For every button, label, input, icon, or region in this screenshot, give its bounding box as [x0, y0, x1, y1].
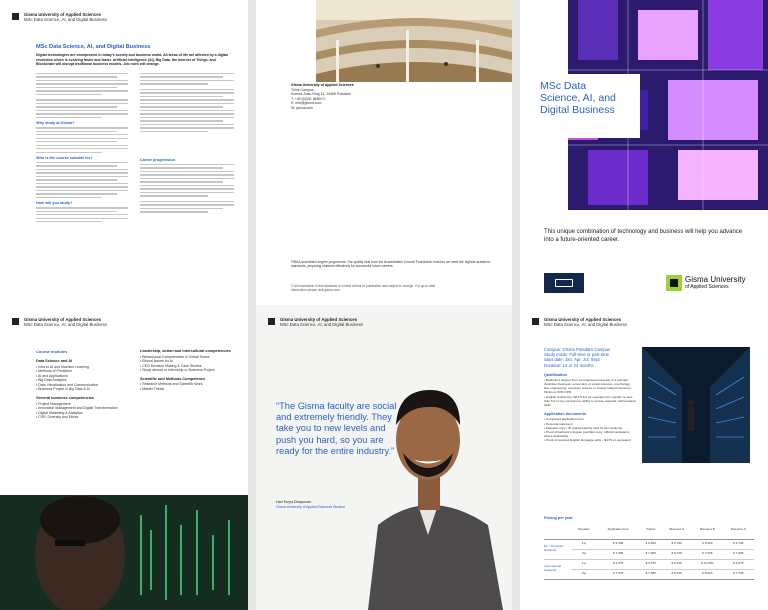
body-text	[140, 73, 234, 85]
cover-title-box	[532, 74, 640, 138]
fee-cell: € 7,905	[612, 551, 624, 556]
header-program: MSc Data Science, AI, and Digital Business	[544, 322, 627, 327]
table-row	[544, 559, 754, 569]
student-portrait-photo	[348, 335, 512, 610]
fee-cell: € 7,850	[645, 571, 656, 576]
body-text	[140, 201, 234, 213]
server-room-photo	[642, 347, 750, 463]
duration-cell: 2yr	[581, 571, 587, 576]
table-header-row	[544, 521, 754, 539]
gisma-logo-icon	[666, 275, 682, 291]
body-text	[36, 73, 128, 95]
campus-atrium-photo	[316, 0, 512, 82]
list-item: • Ethical Issues for AI	[140, 359, 173, 364]
page-header	[12, 317, 107, 327]
page-header	[268, 317, 363, 327]
gisma-logo	[666, 275, 745, 291]
heading-general: General business competencies	[36, 396, 95, 401]
heading-dsai: Data Science and AI	[36, 359, 73, 363]
student-name: Hari Surya Divayuvan	[276, 500, 311, 504]
cover-title-line-3: Digital Business	[540, 104, 615, 116]
fee-cell: € 9,795	[733, 541, 744, 546]
career-column	[140, 158, 234, 213]
fee-cell: € 8,075	[671, 551, 682, 556]
contact-email[interactable]: E: info@gisma.com	[291, 101, 322, 106]
footnote: © All information in this factsheet is correct at time of publication and subject to change. For up-to-date information please visit gisma.com	[291, 284, 436, 293]
cover-title-line-2: Science, AI, and	[540, 92, 616, 104]
list-item: • Master Thesis	[140, 386, 165, 391]
list-item: • Data Visualisation and Communication	[36, 382, 99, 387]
list-item: • Proof of bachelor's degree (certified copy; official translations where applicable)	[544, 429, 630, 438]
fact-study-mode: Study mode: Full-time or part-time	[544, 352, 609, 358]
list-item: • Study abroad or Internship or Business Project	[140, 368, 215, 373]
table-header-cell: Discount A	[669, 526, 685, 531]
badge-icon	[555, 279, 573, 287]
list-item: • Personal statement	[544, 421, 573, 426]
list-item: • Innovation Management and Digital Transformation	[36, 406, 118, 411]
cover-title-line-1: MSc Data	[540, 80, 587, 92]
fee-cell: € 9,620	[671, 561, 682, 566]
logo-mark-icon	[12, 13, 19, 20]
heading-career: Career progression	[140, 158, 176, 162]
list-item: • Project Management	[36, 401, 71, 406]
fee-cell: € 8,023	[702, 571, 713, 576]
header-program: MSc Data Science, AI, and Digital Business	[24, 322, 107, 327]
fee-cell: € 9,900	[702, 541, 713, 546]
fee-cell: € 9,575	[612, 561, 624, 566]
page-header	[12, 12, 107, 22]
fee-cell: € 9,790	[671, 541, 682, 546]
fee-cell: € 7,675	[612, 571, 624, 576]
heading-leadership: Leadership, action and intercultural competencies	[140, 349, 231, 353]
heading-documents: Application documents	[544, 412, 586, 417]
page-5	[256, 305, 512, 610]
page-title: MSc Data Science, AI, and Digital Business	[36, 44, 151, 50]
fact-duration: Duration: 12 or 24 months	[544, 362, 594, 368]
group-label: EU / Domestic Students	[544, 544, 564, 552]
heading-who: Who is the course suitable for?	[36, 155, 93, 160]
accreditation-note: FIBAA accredited degree programme: Our quality seal from the Accreditation Council Foundation ensures we meet the highest academic standards, preparing students effectively for successful future careers.	[291, 260, 491, 269]
modules-right	[140, 349, 244, 392]
fee-cell: € 9,575	[733, 561, 744, 566]
fees-table	[544, 521, 754, 580]
list-item: • CSR, Diversity and Ethics	[36, 415, 79, 420]
duration-cell: 2yr	[581, 551, 587, 556]
list-item: • English proficiency: IELTS 6.5 (or equivalent) in overall, no less than 6.0 in any component. Ability to pursue required mathematical skills.	[544, 395, 636, 408]
table-row	[544, 539, 754, 549]
group-label: International Students	[544, 564, 562, 572]
header-university: Gisma University of Applied Sciences	[544, 317, 621, 322]
header-university: Gisma University of Applied Sciences	[24, 12, 101, 17]
logo-mark-icon	[12, 318, 19, 325]
page-6	[520, 305, 768, 610]
testimonial-quote: “The Gisma faculty are social and extremely friendly. They take you to new levels and push you hard, so you are ready for the entire industry.”	[276, 401, 397, 456]
documents-list	[544, 417, 636, 442]
list-item: • Behavioural Competencies in Virtual Teams	[140, 354, 210, 359]
student-laptop-photo	[0, 495, 248, 610]
cover-tagline: This unique combination of technology and business will help you advance into a future-oriented career.	[544, 229, 743, 243]
contact-block	[291, 83, 381, 111]
list-item: • CEO Decision Making & Case Studies	[140, 363, 202, 368]
fee-cell: € 9,575	[645, 561, 656, 566]
fee-cell: € 7,935	[702, 551, 713, 556]
list-item: • Research Methods and Scientific Work	[140, 382, 203, 387]
logo-line-1: Gisma University	[685, 275, 746, 284]
contact-web[interactable]: W: gisma.com	[291, 105, 314, 110]
table-header-cell: Discount C	[730, 526, 746, 531]
contact-street: Konrad-Zuse-Ring 11, 14469 Potsdam	[291, 92, 351, 97]
fact-campus: Campus: Gisma Potsdam Campus	[544, 347, 611, 352]
body-text	[36, 127, 128, 153]
fee-cell: € 8,445	[671, 571, 682, 576]
fee-cell: € 9,500	[645, 541, 656, 546]
page-2	[256, 0, 512, 305]
intro-lead: Digital technologies are omnipresent in today's society and business world. All areas of life are affected by a digital revolution which is evolving faster and faster. Artificial Intelligence (AI), Big Data, the Internet of Things, and Blockchain will disrupt traditional business models. Job roles will change.	[36, 53, 228, 67]
general-list	[36, 402, 136, 420]
dsai-list	[36, 365, 136, 393]
list-item: • Intro to AI and Machine Learning	[36, 364, 89, 369]
student-role: Gisma University of Applied Sciences Student	[276, 505, 345, 509]
page-1	[0, 0, 248, 305]
qualification-list	[544, 378, 636, 408]
list-item: • Big Data Analytics	[36, 378, 67, 383]
logo-line-2: of Applied Sciences	[685, 284, 729, 290]
header-university: Gisma University of Applied Sciences	[280, 317, 357, 322]
list-item: • AI and Applications	[36, 373, 68, 378]
list-item: • Business Project in Big Data & AI	[36, 387, 90, 392]
logo-mark-icon	[532, 318, 539, 325]
contact-phone: T: +49 (0)331 86820 0	[291, 96, 326, 101]
fee-cell: € 7,796	[733, 571, 744, 576]
modules-left	[36, 359, 136, 420]
list-item: • Bachelor's degree from a recognised university in a relevant discipline (business, economics or social sciences, psychology, law, engineering, computer science or closely related sciences). Minimum 50% CPR.	[544, 377, 632, 395]
leadership-list	[140, 355, 244, 373]
list-item: • Completed application form	[544, 417, 584, 422]
table-row	[544, 549, 754, 559]
table-header-cell: Tuition	[646, 526, 656, 531]
page-4	[0, 305, 248, 610]
page-3-cover	[520, 0, 768, 305]
fee-cell: € 9,500	[612, 541, 624, 546]
key-facts	[544, 347, 636, 442]
header-program: MSc Data Science, AI, and Digital Business	[280, 322, 363, 327]
body-text	[140, 164, 234, 197]
logo-mark-icon	[268, 318, 275, 325]
body-text	[36, 207, 128, 222]
page-header	[532, 317, 627, 327]
heading-fees: Pricing per year	[544, 516, 573, 520]
list-item: • Proof of required English language skills - IELTS or equivalent	[544, 437, 631, 442]
body-text	[36, 162, 128, 198]
fee-cell: € 7,905	[645, 551, 656, 556]
fact-start-date: Start date: Jan, Apr, Jul, Sept	[544, 357, 600, 363]
contact-campus: Think Campus	[291, 87, 314, 92]
accreditation-badge	[544, 273, 584, 293]
duration-cell: 1yr	[581, 561, 587, 566]
heading-modules: Course modules	[36, 349, 68, 354]
scientific-list	[140, 382, 244, 391]
list-item: • Passport copy / ID (partial identity card for EU students)	[544, 425, 623, 430]
header-university: Gisma University of Applied Sciences	[24, 317, 101, 322]
fee-cell: € 10,950	[701, 561, 714, 566]
fee-cell: € 7,905	[733, 551, 744, 556]
list-item: • Methods of Prediction	[36, 369, 73, 374]
table-row	[544, 569, 754, 579]
heading-why: Why study at Gisma?	[36, 121, 75, 126]
table-header-cell: Discount B	[699, 526, 715, 531]
contact-name: Gisma University of Applied Sciences	[291, 83, 354, 87]
heading-qualification: Qualification	[544, 372, 567, 377]
body-text	[140, 89, 234, 132]
table-header-cell: Application Fee	[607, 526, 629, 531]
duration-cell: 1yr	[581, 541, 587, 546]
list-item: • Digital Marketing & Analytics	[36, 410, 83, 415]
heading-scientific: Scientific and Methods Competence	[140, 376, 206, 381]
header-program: MSc Data Science, AI, and Digital Business	[24, 17, 107, 22]
body-text	[36, 99, 128, 118]
column-left	[36, 73, 128, 222]
heading-how: How will you study?	[36, 201, 73, 206]
table-header-cell	[544, 521, 572, 539]
column-right	[140, 73, 234, 132]
table-header-cell: Duration	[578, 526, 590, 531]
